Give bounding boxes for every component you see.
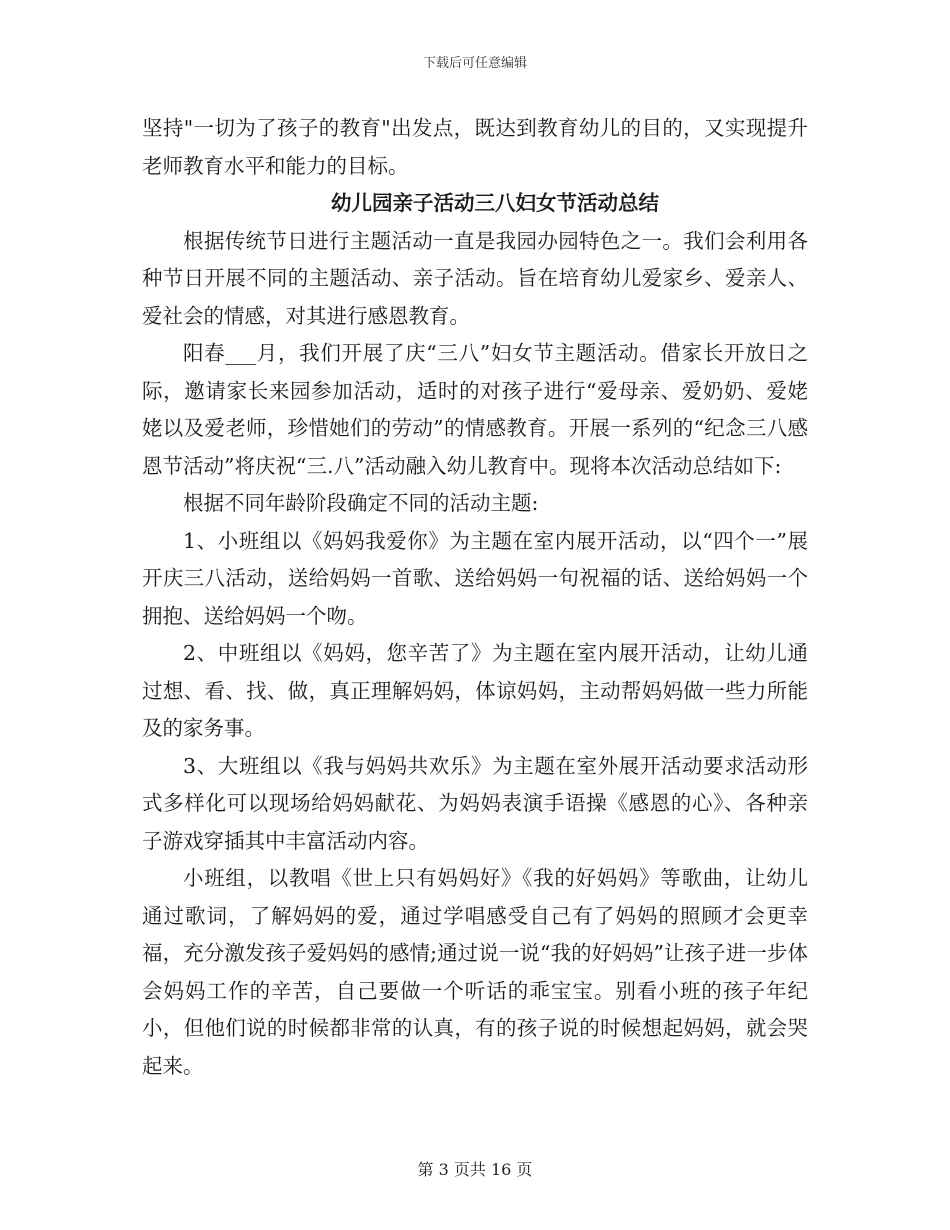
paragraph-small-class-details: 小班组，以教唱《世上只有妈妈好》《我的好妈妈》等歌曲，让幼儿通过歌词，了解妈妈的爱，通过学唱感受自己有了妈妈的照顾才会更幸福，充分激发孩子爱妈妈的感情;通过说一说“我的好妈妈”让孩子进一步体会妈妈工作的辛苦，自己要做一个听话的乖宝宝。别看小班的孩子年纪小，但他们说的时候都非常的认真，有的孩子说的时候想起妈妈，就会哭起来。 <box>142 866 808 1078</box>
document-title: 幼儿园亲子活动三八妇女节活动总结 <box>331 191 659 215</box>
page-number-footer: 第 3 页共 16 页 <box>417 1160 533 1179</box>
page-header-note: 下载后可任意编辑 <box>422 56 527 71</box>
paragraph-small-class: 1、小班组以《妈妈我爱你》为主题在室内展开活动，以“四个一”展开庆三八活动，送给妈妈一首歌、送给妈妈一句祝福的话、送给妈妈一个拥抱、送给妈妈一个吻。 <box>142 528 808 628</box>
intro-continuation-paragraph: 坚持"一切为了孩子的教育"出发点，既达到教育幼儿的目的，又实现提升老师教育水平和能力的目标。 <box>142 116 808 178</box>
paragraph-middle-class: 2、中班组以《妈妈，您辛苦了》为主题在室内展开活动，让幼儿通过想、看、找、做，真正理解妈妈，体谅妈妈，主动帮妈妈做一些力所能及的家务事。 <box>142 641 808 740</box>
paragraph-background: 根据传统节日进行主题活动一直是我园办园特色之一。我们会利用各种节日开展不同的主题活动、亲子活动。旨在培育幼儿爱家乡、爱亲人、爱社会的情感，对其进行感恩教育。 <box>142 228 808 328</box>
paragraph-themes-intro: 根据不同年龄阶段确定不同的活动主题: <box>183 491 539 515</box>
paragraph-event-overview: 阳春___月，我们开展了庆“三八”妇女节主题活动。借家长开放日之际，邀请家长来园参加活动，适时的对孩子进行“爱母亲、爱奶奶、爱姥姥以及爱老师，珍惜她们的劳动”的情感教育。开展一系列的“纪念三八感恩节活动”将庆祝“三.八”活动融入幼儿教育中。现将本次活动总结如下: <box>142 341 808 478</box>
document-body <box>142 110 808 1085</box>
paragraph-large-class: 3、大班组以《我与妈妈共欢乐》为主题在室外展开活动要求活动形式多样化可以现场给妈妈献花、为妈妈表演手语操《感恩的心》、各种亲子游戏穿插其中丰富活动内容。 <box>142 753 808 853</box>
